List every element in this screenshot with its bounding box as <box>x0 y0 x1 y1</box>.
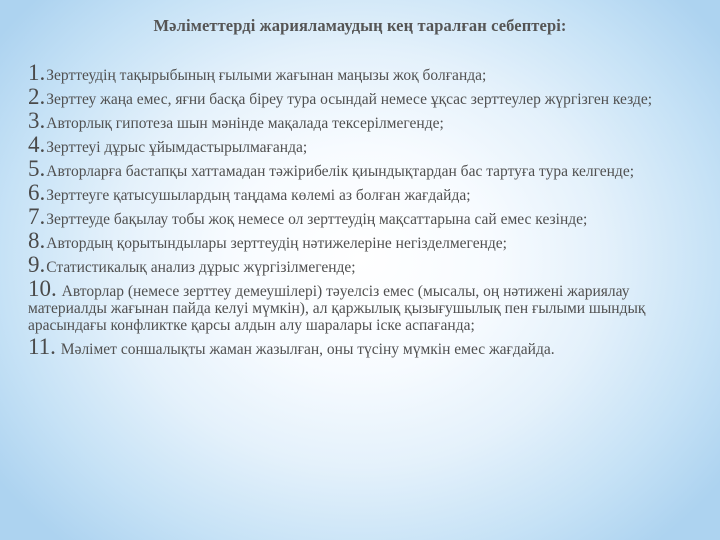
list-item <box>28 134 688 156</box>
list-item <box>28 336 688 358</box>
list-item <box>28 254 688 276</box>
slide-title: Мәліметтерді жарияламаудың кең таралған себептері: <box>153 16 567 35</box>
item-text: Зерттеудің тақырыбының ғылыми жағынан маңызы жоқ болғанда; <box>46 67 487 84</box>
item-text: Зерттеуде бақылау тобы жоқ немесе ол зерттеудің мақсаттарына сай емес кезінде; <box>46 211 588 228</box>
item-text: Авторларға бастапқы хаттамадан тәжірибелік қиындықтардан бас тартуға тура келгенде; <box>46 163 635 180</box>
list-item <box>28 278 688 334</box>
item-number: 10. <box>28 276 57 301</box>
item-number: 2. <box>28 84 46 109</box>
item-number: 7. <box>28 204 46 229</box>
item-text: Зерттеуге қатысушылардың таңдама көлемі аз болған жағдайда; <box>46 187 471 204</box>
list-item <box>28 182 688 204</box>
item-number: 1. <box>28 60 46 85</box>
list-item <box>28 110 688 132</box>
item-text: Мәлімет соншалықты жаман жазылған, оны түсіну мүмкін емес жағдайда. <box>56 341 555 358</box>
list-item <box>28 230 688 252</box>
item-text: Статистикалық анализ дұрыс жүргізілмегенде; <box>46 259 356 276</box>
item-number: 8. <box>28 228 46 253</box>
item-number: 4. <box>28 132 46 157</box>
reasons-list <box>28 62 688 360</box>
item-text: Авторлар (немесе зерттеу демеушілері) тәуелсіз емес (мысалы, оң нәтижені жариялау материалды жағынан пайда келуі мүмкін), ал қаржылық қызығушылық пен ғылыми шындық арасындағы конфликтке қарсы алдын алу шаралары іске аспағанда; <box>28 283 646 334</box>
item-number: 3. <box>28 108 46 133</box>
item-number: 6. <box>28 180 46 205</box>
list-item <box>28 62 688 84</box>
list-item <box>28 206 688 228</box>
item-text: Автордың қорытындылары зерттеудің нәтижелеріне негізделмегенде; <box>46 235 507 252</box>
item-text: Авторлық гипотеза шын мәнінде мақалада тексерілмегенде; <box>46 115 444 132</box>
item-text: Зерттеуі дұрыс ұйымдастырылмағанда; <box>46 139 308 156</box>
list-item <box>28 158 688 180</box>
list-item <box>28 86 688 108</box>
item-number: 9. <box>28 252 46 277</box>
item-text: Зерттеу жаңа емес, яғни басқа біреу тура осындай немесе ұқсас зерттеулер жүргізген кезде; <box>46 91 653 108</box>
item-number: 11. <box>28 334 56 359</box>
item-number: 5. <box>28 156 46 181</box>
